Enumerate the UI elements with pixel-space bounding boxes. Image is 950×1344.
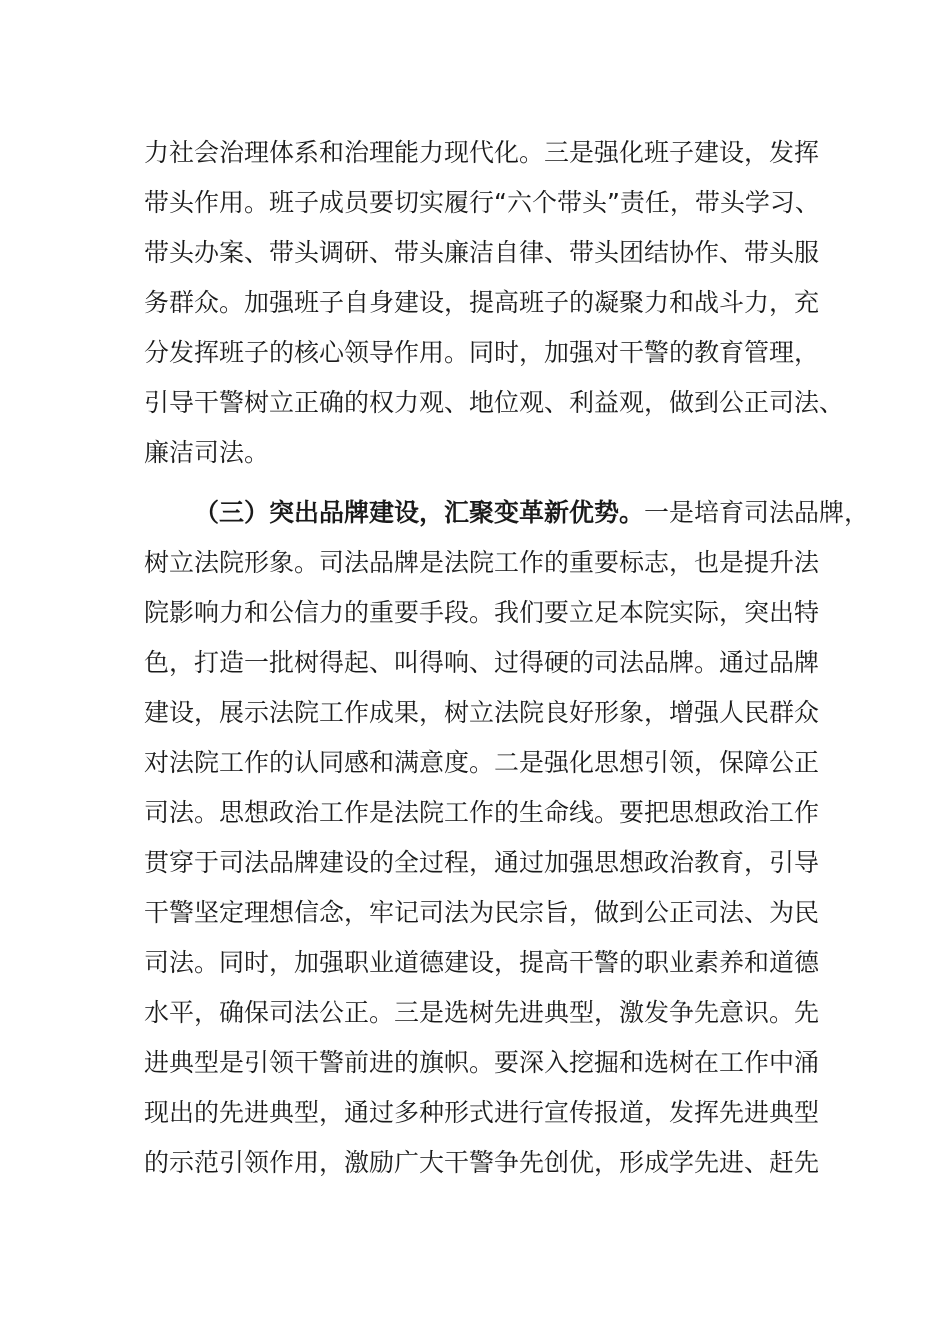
paragraph-line: 司法。思想政治工作是法院工作的生命线。要把思想政治工作	[144, 798, 820, 827]
first-line-text: 一是培育司法品牌，	[644, 498, 870, 527]
paragraph-2	[144, 488, 870, 1188]
section-heading: （三）突出品牌建设，汇聚变革新优势。	[194, 498, 645, 527]
paragraph-line: 的示范引领作用，激励广大干警争先创优，形成学先进、赶先	[144, 1148, 820, 1177]
paragraph-line: 对法院工作的认同感和满意度。二是强化思想引领，保障公正	[144, 748, 820, 777]
paragraph-line: 树立法院形象。司法品牌是法院工作的重要标志，也是提升法	[144, 548, 820, 577]
paragraph-line: 现出的先进典型，通过多种形式进行宣传报道，发挥先进典型	[144, 1098, 820, 1127]
paragraph-line: 水平，确保司法公正。三是选树先进典型，激发争先意识。先	[144, 998, 820, 1027]
paragraph-line: 分发挥班子的核心领导作用。同时，加强对干警的教育管理，	[144, 338, 820, 367]
paragraph-first-line	[144, 488, 870, 538]
paragraph-line: 干警坚定理想信念，牢记司法为民宗旨，做到公正司法、为民	[144, 898, 820, 927]
paragraph-line: 色，打造一批树得起、叫得响、过得硬的司法品牌。通过品牌	[144, 648, 820, 677]
paragraph-1	[144, 128, 845, 478]
paragraph-line: 司法。同时，加强职业道德建设，提高干警的职业素养和道德	[144, 948, 820, 977]
paragraph-line: 进典型是引领干警前进的旗帜。要深入挖掘和选树在工作中涌	[144, 1048, 820, 1077]
paragraph-line: 引导干警树立正确的权力观、地位观、利益观，做到公正司法、	[144, 388, 845, 417]
paragraph-line: 院影响力和公信力的重要手段。我们要立足本院实际，突出特	[144, 598, 820, 627]
paragraph-line: 廉洁司法。	[144, 438, 270, 467]
paragraph-line: 带头作用。班子成员要切实履行“六个带头”责任，带头学习、	[144, 188, 820, 217]
paragraph-line: 力社会治理体系和治理能力现代化。三是强化班子建设，发挥	[144, 138, 820, 167]
paragraph-line: 贯穿于司法品牌建设的全过程，通过加强思想政治教育，引导	[144, 848, 820, 877]
paragraph-line: 带头办案、带头调研、带头廉洁自律、带头团结协作、带头服	[144, 238, 820, 267]
paragraph-line: 务群众。加强班子自身建设，提高班子的凝聚力和战斗力，充	[144, 288, 820, 317]
paragraph-line: 建设，展示法院工作成果，树立法院良好形象，增强人民群众	[144, 698, 820, 727]
